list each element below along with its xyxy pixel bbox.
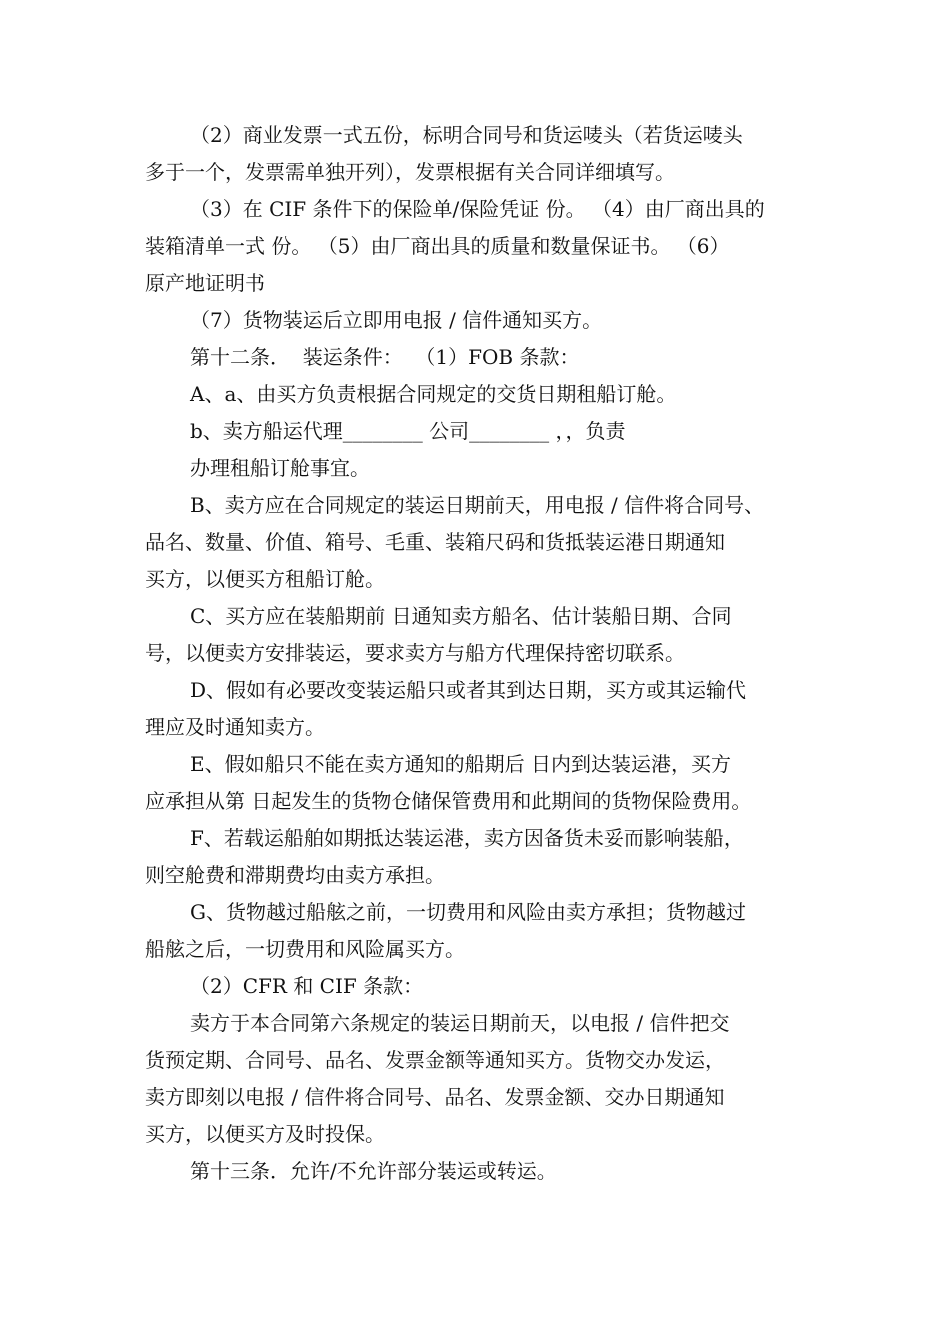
- paragraph-line: 买方，以便买方租船订舱。: [145, 567, 385, 591]
- paragraph-line: 装箱清单一式 份。 （5）由厂商出具的质量和数量保证书。 （6）: [145, 234, 730, 258]
- paragraph-line: 理应及时通知卖方。: [145, 715, 325, 739]
- paragraph-line: 买方，以便买方及时投保。: [145, 1122, 385, 1146]
- paragraph-line: 原产地证明书: [145, 271, 265, 295]
- paragraph-line: （2）商业发票一式五份，标明合同号和货运唛头（若货运唛头: [190, 123, 743, 147]
- paragraph-line: 品名、数量、价值、箱号、毛重、装箱尺码和货抵装运港日期通知: [145, 530, 725, 554]
- paragraph-line: E、假如船只不能在卖方通知的船期后 日内到达装运港，买方: [190, 752, 731, 776]
- paragraph-line: （2）CFR 和 CIF 条款：: [190, 974, 424, 998]
- paragraph-line: 船舷之后，一切费用和风险属买方。: [145, 937, 465, 961]
- paragraph-line: 办理租船订舱事宜。: [190, 456, 370, 480]
- paragraph-line: 多于一个，发票需单独开列），发票根据有关合同详细填写。: [145, 160, 675, 184]
- paragraph-line: F、若载运船舶如期抵达装运港，卖方因备货未妥而影响装船，: [190, 826, 744, 850]
- paragraph-line: 则空舱费和滞期费均由卖方承担。: [145, 863, 445, 887]
- paragraph-line: 货预定期、合同号、品名、发票金额等通知买方。货物交办发运，: [145, 1048, 725, 1072]
- paragraph-line: B、卖方应在合同规定的装运日期前天，用电报 / 信件将合同号、: [190, 493, 765, 517]
- paragraph-line: D、假如有必要改变装运船只或者其到达日期，买方或其运输代: [190, 678, 747, 702]
- paragraph-line: G、货物越过船舷之前，一切费用和风险由卖方承担；货物越过: [190, 900, 746, 924]
- paragraph-line: 号，以便卖方安排装运，要求卖方与船方代理保持密切联系。: [145, 641, 685, 665]
- paragraph-line: A、a、由买方负责根据合同规定的交货日期租船订舱。: [190, 382, 677, 406]
- paragraph-line: 卖方于本合同第六条规定的装运日期前天，以电报 / 信件把交: [190, 1011, 730, 1035]
- paragraph-line: 卖方即刻以电报 / 信件将合同号、品名、发票金额、交办日期通知: [145, 1085, 725, 1109]
- section-heading: 第十三条．允许/不允许部分装运或转运。: [190, 1159, 557, 1183]
- paragraph-line: C、买方应在装船期前 日通知卖方船名、估计装船日期、合同: [190, 604, 732, 628]
- paragraph-line: b、卖方船运代理________ 公司________ ，，负责: [190, 419, 626, 443]
- paragraph-line: （3）在 CIF 条件下的保险单/保险凭证 份。 （4）由厂商出具的: [190, 197, 765, 221]
- section-heading: 第十二条． 装运条件： （1）FOB 条款：: [190, 345, 580, 369]
- paragraph-line: 应承担从第 日起发生的货物仓储保管费用和此期间的货物保险费用。: [145, 789, 752, 813]
- paragraph-line: （7）货物装运后立即用电报 / 信件通知买方。: [190, 308, 603, 332]
